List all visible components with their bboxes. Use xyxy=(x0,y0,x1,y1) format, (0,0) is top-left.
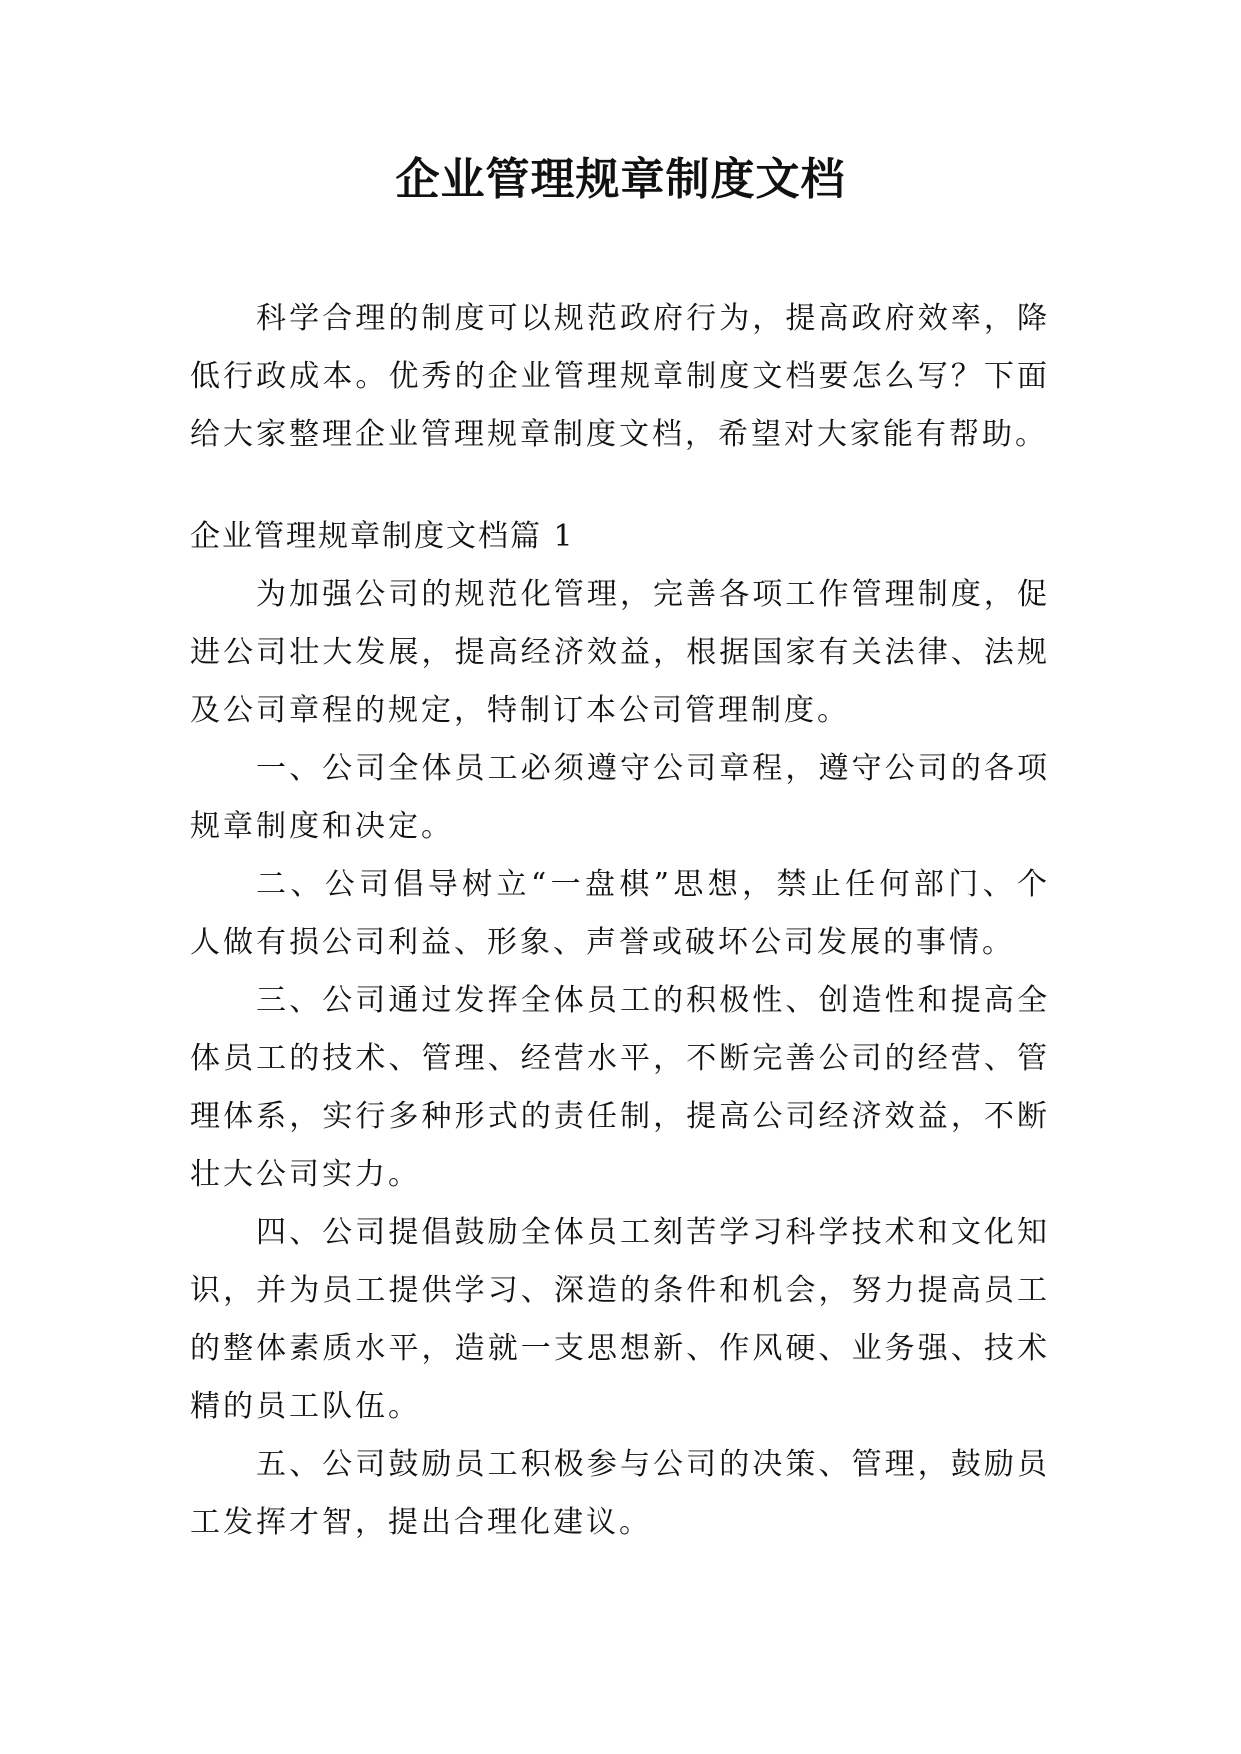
intro-paragraph: 科学合理的制度可以规范政府行为，提高政府效率，降低行政成本。优秀的企业管理规章制度文档要怎么写？下面给大家整理企业管理规章制度文档，希望对大家能有帮助。 xyxy=(190,301,1050,452)
body-paragraph-article-3: 三、公司通过发挥全体员工的积极性、创造性和提高全体员工的技术、管理、经营水平，不断完善公司的经营、管理体系，实行多种形式的责任制，提高公司经济效益，不断壮大公司实力。 xyxy=(190,983,1050,1192)
section-heading: 企业管理规章制度文档篇 1 xyxy=(190,519,575,554)
body-paragraph-article-4: 四、公司提倡鼓励全体员工刻苦学习科学技术和文化知识，并为员工提供学习、深造的条件和机会，努力提高员工的整体素质水平，造就一支思想新、作风硬、业务强、技术精的员工队伍。 xyxy=(190,1215,1050,1424)
body-paragraph-article-1: 一、公司全体员工必须遵守公司章程，遵守公司的各项规章制度和决定。 xyxy=(190,751,1050,844)
document-body xyxy=(190,290,1050,1552)
document-title: 企业管理规章制度文档 xyxy=(395,154,846,205)
body-paragraph-article-5: 五、公司鼓励员工积极参与公司的决策、管理，鼓励员工发挥才智，提出合理化建议。 xyxy=(190,1447,1050,1540)
body-paragraph-article-2: 二、公司倡导树立“一盘棋”思想，禁止任何部门、个人做有损公司利益、形象、声誉或破坏公司发展的事情。 xyxy=(190,867,1050,960)
body-paragraph-preamble: 为加强公司的规范化管理，完善各项工作管理制度，促进公司壮大发展，提高经济效益，根据国家有关法律、法规及公司章程的规定，特制订本公司管理制度。 xyxy=(190,577,1050,728)
